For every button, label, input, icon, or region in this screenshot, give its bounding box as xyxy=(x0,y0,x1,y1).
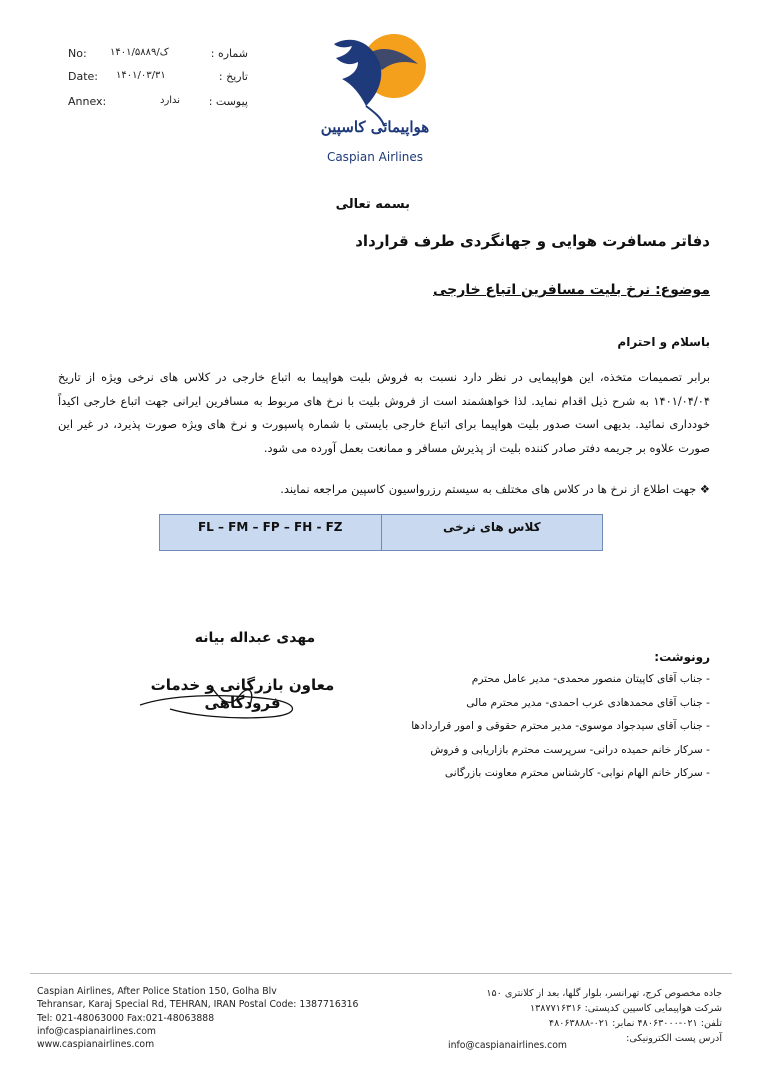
addressee: دفاتر مسافرت هوایی و جهانگردی طرف قرارداد xyxy=(355,232,710,250)
footer-en-line: www.caspianairlines.com xyxy=(37,1039,155,1051)
bullet-icon: ❖ xyxy=(699,482,710,496)
date-label-en: Date: xyxy=(68,70,98,83)
footer-en-line: Tel: 021-48063000 Fax:021-48063888 xyxy=(37,1012,215,1024)
signer-name: مهدی عبداله بیانه xyxy=(194,630,316,646)
signer-title: معاون بازرگانی و خدمات فرودگاهی xyxy=(150,676,335,712)
bullet-note xyxy=(280,482,710,496)
footer-fa-line: شرکت هواپیمایی کاسپین کدپستی: ۱۳۸۷۷۱۶۳۱۶ xyxy=(529,1003,722,1014)
footer-fa-line: تلفن: ۰۲۱-۴۸۰۶۳۰۰۰ نمابر: ۰۲۱-۴۸۰۶۳۸۸۸ xyxy=(548,1018,722,1029)
cc-title: رونوشت: xyxy=(654,650,710,664)
annex-value: ندارد xyxy=(160,95,181,106)
logo-name-en: Caspian Airlines xyxy=(326,150,424,164)
bullet-text: جهت اطلاع از نرخ ها در کلاس های مختلف به سیستم رزرواسیون کاسپین مراجعه نمایند. xyxy=(280,482,697,496)
logo-name-fa: هواپیمائی کاسپین xyxy=(320,118,430,136)
footer-en-line: info@caspianairlines.com xyxy=(37,1025,156,1037)
date-label-fa: تاریخ : xyxy=(218,70,248,83)
fare-class-header: کلاس های نرخی xyxy=(381,515,603,551)
subject: موضوع: نرخ بلیت مسافرین اتباع خارجی xyxy=(433,282,710,298)
greeting: باسلام و احترام xyxy=(617,335,710,349)
footer-fa-line: جاده مخصوص کرج، تهرانسر، بلوار گلها، بعد از کلانتری ۱۵۰ xyxy=(486,988,722,999)
list-item: - سرکار خانم الهام نوابی- کارشناس محترم معاونت بازرگانی xyxy=(444,767,710,779)
annex-label-en: Annex: xyxy=(68,95,107,108)
footer-divider xyxy=(30,973,732,974)
fare-class-values: FL – FM – FP – FH - FZ xyxy=(160,515,382,551)
footer-email: info@caspianairlines.com xyxy=(448,1040,567,1051)
annex-label-fa: پیوست : xyxy=(208,95,248,108)
number-label-fa: شماره : xyxy=(210,47,248,60)
footer-address-fa xyxy=(486,986,722,1046)
footer-en-line: Tehransar, Karaj Special Rd, TEHRAN, IRAN Postal Code: 1387716316 xyxy=(37,999,359,1011)
number-label-en: No: xyxy=(68,47,87,60)
footer-fa-line: آدرس پست الکترونیکی: xyxy=(626,1033,722,1044)
list-item: - سرکار خانم حمیده درانی- سرپرست محترم بازاریابی و فروش xyxy=(430,743,710,756)
date-value: ۱۴۰۱/۰۳/۳۱ xyxy=(116,70,166,81)
number-value: ۱۴۰۱/۵۸۸۹/ک xyxy=(110,47,169,58)
fare-class-table xyxy=(159,514,603,551)
list-item: - جناب آقای محمدهادی عرب احمدی- مدیر محترم مالی xyxy=(466,696,710,709)
list-item: - جناب آقای سیدجواد موسوی- مدیر محترم حقوقی و امور قراردادها xyxy=(411,720,710,732)
cc-list xyxy=(411,668,710,786)
list-item: - جناب آقای کاپیتان منصور محمدی- مدیر عامل محترم xyxy=(471,673,710,685)
footer-en-line: Caspian Airlines, After Police Station 150, Golha Blv xyxy=(37,986,277,997)
basmala: بسمه تعالی xyxy=(335,197,410,212)
footer-address-en xyxy=(37,985,358,1051)
letter-body: برابر تصمیمات متخذه، این هواپیمایی در نظر دارد نسبت به فروش بلیت هواپیما به اتباع خارجی در کلاس های نرخی ویژه از تاریخ ۱۴۰۱/۰۴/۰۴ به شرح ذیل اقدام نماید. لذا خواهشمند است از فروش بلیت با نرخ های مربوط به مسافرین ایرانی جهت اتباع خارجی اکیداً خودداری نمائید. بدیهی است صدور بلیت هواپیما برای اتباع خارجی بایستی با شماره پاسپورت و نرخ های ویژه صورت پذیرد، در غیر این صورت علاوه بر جریمه دفتر صادر کننده بلیت از پذیرش مسافر و ممانعت بعمل آورده می شود. xyxy=(58,370,710,455)
table-row xyxy=(160,515,603,551)
